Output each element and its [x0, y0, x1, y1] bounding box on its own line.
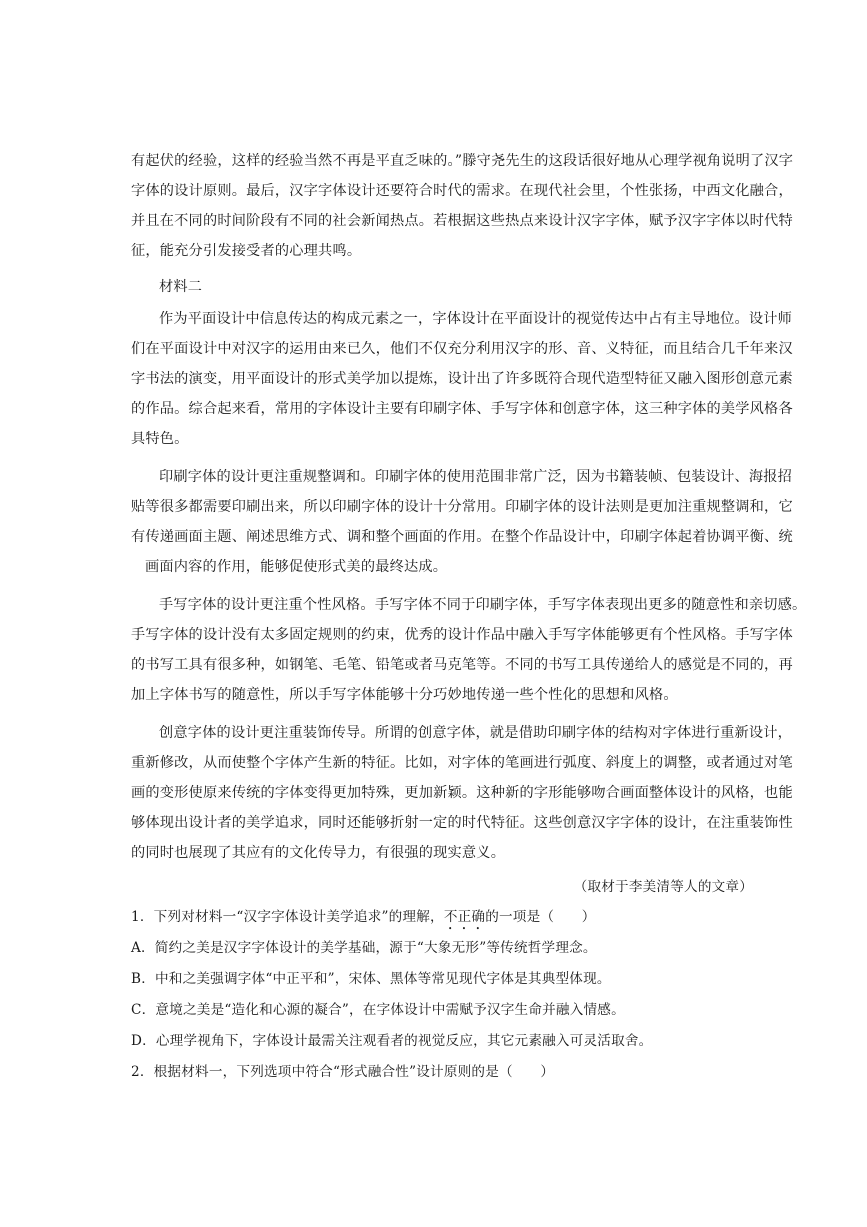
question-2-stem: 2．根据材料一，下列选项中符合“形式融合性”设计原则的是（ ）	[131, 1064, 555, 1080]
intro-line-3: 并且在不同的时间阶段有不同的社会新闻热点。若根据这些热点来设计汉字字体，赋予汉字字体以时代特	[131, 213, 793, 229]
p1-line-2: 们在平面设计中对汉字的运用由来已久，他们不仅充分利用汉字的形、音、义特征，而且结合几千年来汉	[131, 341, 793, 357]
p3-line-1: 手写字体的设计更注重个性风格。手写字体不同于印刷字体，手写字体表现出更多的随意性和亲切感。	[159, 597, 807, 613]
p3-line-4: 加上字体书写的随意性，所以手写字体能够十分巧妙地传递一些个性化的思想和风格。	[131, 687, 678, 703]
intro-line-4: 征，能充分引发接受者的心理共鸣。	[131, 243, 362, 259]
question-1-option-d: D．心理学视角下，字体设计最需关注观看者的视觉反应，其它元素融入可灵活取舍。	[131, 1033, 653, 1049]
question-1-option-c: C．意境之美是“造化和心源的凝合”，在字体设计中需赋予汉字生命并融入情感。	[131, 1002, 625, 1018]
p4-line-1: 创意字体的设计更注重装饰传导。所谓的创意字体，就是借助印刷字体的结构对字体进行重新设计，	[159, 725, 793, 741]
p4-line-4: 够体现出设计者的美学追求，同时还能够折射一定的时代特征。这些创意汉字字体的设计，在注重装饰性	[131, 815, 793, 831]
p2-line-1: 印刷字体的设计更注重规整调和。印刷字体的使用范围非常广泛，因为书籍装帧、包装设计、海报招	[159, 469, 793, 485]
question-1-option-a: A．简约之美是汉字字体设计的美学基础，源于“大象无形”等传统哲学理念。	[131, 940, 597, 956]
intro-line-1: 有起伏的经验，这样的经验当然不再是平直乏味的。”滕守尧先生的这段话很好地从心理学视角说明了汉字	[131, 153, 794, 169]
intro-line-2: 字体的设计原则。最后，汉字字体设计还要符合时代的需求。在现代社会里，个性张扬，中西文化融合，	[131, 183, 793, 199]
p3-line-3: 的书写工具有很多种，如钢笔、毛笔、铅笔或者马克笔等。不同的书写工具传递给人的感觉是不同的，再	[131, 657, 793, 673]
question-1-stem	[131, 907, 596, 933]
p3-line-2: 手写字体的设计没有太多固定规则的约束，优秀的设计作品中融入手写字体能够更有个性风格。手写字体	[131, 627, 793, 643]
p2-line-3: 有传递画面主题、阐述思维方式、调和整个画面的作用。在整个作品设计中，印刷字体起着协调平衡、统	[131, 529, 793, 545]
question-1-stem-before: 1．下列对材料一“汉字字体设计美学追求”的理解，	[131, 909, 444, 925]
material-two-heading: 材料二	[159, 279, 203, 295]
p1-line-4: 的作品。综合起来看，常用的字体设计主要有印刷字体、手写字体和创意字体，这三种字体的美学风格各	[131, 401, 793, 417]
question-1-stem-after: 的一项是（ ）	[485, 909, 596, 925]
p4-line-2: 重新修改，从而使整个字体产生新的特征。比如，对字体的笔画进行弧度、斜度上的调整，或者通过对笔	[131, 755, 793, 771]
question-1-emphasis: 不正确	[443, 909, 486, 925]
p2-line-4: 画面内容的作用，能够促使形式美的最终达成。	[145, 559, 448, 575]
p4-line-3: 画的变形使原来传统的字体变得更加特殊，更加新颖。这种新的字形能够吻合画面整体设计的风格，也能	[131, 785, 793, 801]
p4-line-5: 的同时也展现了其应有的文化传导力，有很强的现实意义。	[131, 845, 506, 861]
p2-line-2: 贴等很多都需要印刷出来，所以印刷字体的设计十分常用。印刷字体的设计法则是更加注重规整调和，它	[131, 499, 793, 515]
question-1-option-b: B．中和之美强调字体“中正平和”，宋体、黑体等常见现代字体是其典型体现。	[131, 971, 611, 987]
p1-line-1: 作为平面设计中信息传达的构成元素之一，字体设计在平面设计的视觉传达中占有主导地位。设计师	[159, 311, 793, 327]
p1-line-5: 具特色。	[131, 431, 189, 447]
p1-line-3: 字书法的演变，用平面设计的形式美学加以提炼，设计出了许多既符合现代造型特征又融入图形创意元素	[131, 371, 793, 387]
source-note: （取材于李美清等人的文章）	[573, 879, 753, 895]
